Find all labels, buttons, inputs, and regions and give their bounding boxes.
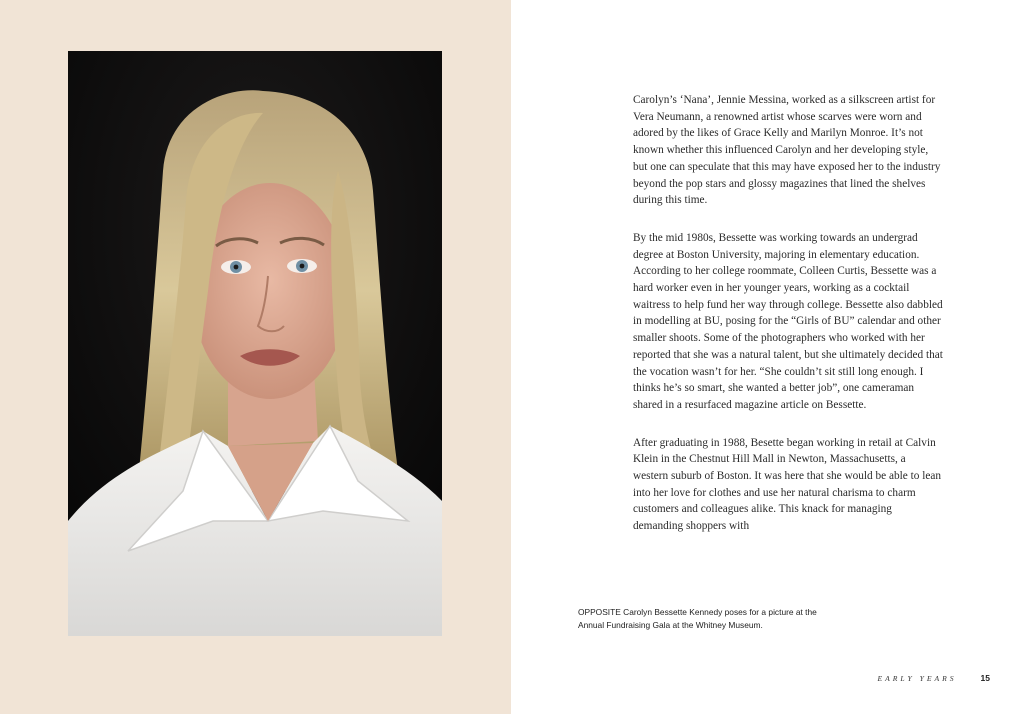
caption-text: Carolyn Bessette Kennedy poses for a picture at the Annual Fundraising Gala at the Whitney Museum. <box>578 607 817 630</box>
photo-caption <box>578 606 838 631</box>
body-paragraph: By the mid 1980s, Bessette was working towards an undergrad degree at Boston University, majoring in elementary education. According to her college roommate, Colleen Curtis, Bessette was a hard worker even in her younger years, working as a cocktail waitress to help fund her way through college. Bessette also dabbled in modelling at BU, posing for the “Girls of BU” calendar and other smaller shoots. Some of the photographers who worked with her reported that she was a natural talent, but she ultimately decided that the vocation wasn’t for her. “She couldn’t sit still long enough. I thinks he’s so smart, she wanted a better job”, one cameraman shared in a resurfaced magazine article on Bessette. <box>633 231 943 411</box>
portrait-photo <box>68 51 442 636</box>
caption-label: OPPOSITE <box>578 607 621 617</box>
portrait-illustration <box>68 51 442 636</box>
page-number: 15 <box>980 673 990 683</box>
body-paragraph: Carolyn’s ‘Nana’, Jennie Messina, worked as a silkscreen artist for Vera Neumann, a renowned artist whose scarves were worn and adored by the likes of Grace Kelly and Marilyn Monroe. It’s not known whether this influenced Carolyn and her developing style, but one can speculate that this may have exposed her to the industry beyond the pop stars and glossy magazines that lined the shelves during this time. <box>633 94 941 207</box>
running-head: EARLY YEARS <box>877 673 957 683</box>
body-text <box>633 92 943 556</box>
page-footer <box>877 673 990 683</box>
body-paragraph: After graduating in 1988, Besette began working in retail at Calvin Klein in the Chestnut Hill Mall in Newton, Massachusetts, a western suburb of Boston. It was here that she would be able to lean into her love for clothes and use her natural charisma to charm customers and colleagues alike. This knack for managing demanding shoppers with <box>633 436 942 533</box>
